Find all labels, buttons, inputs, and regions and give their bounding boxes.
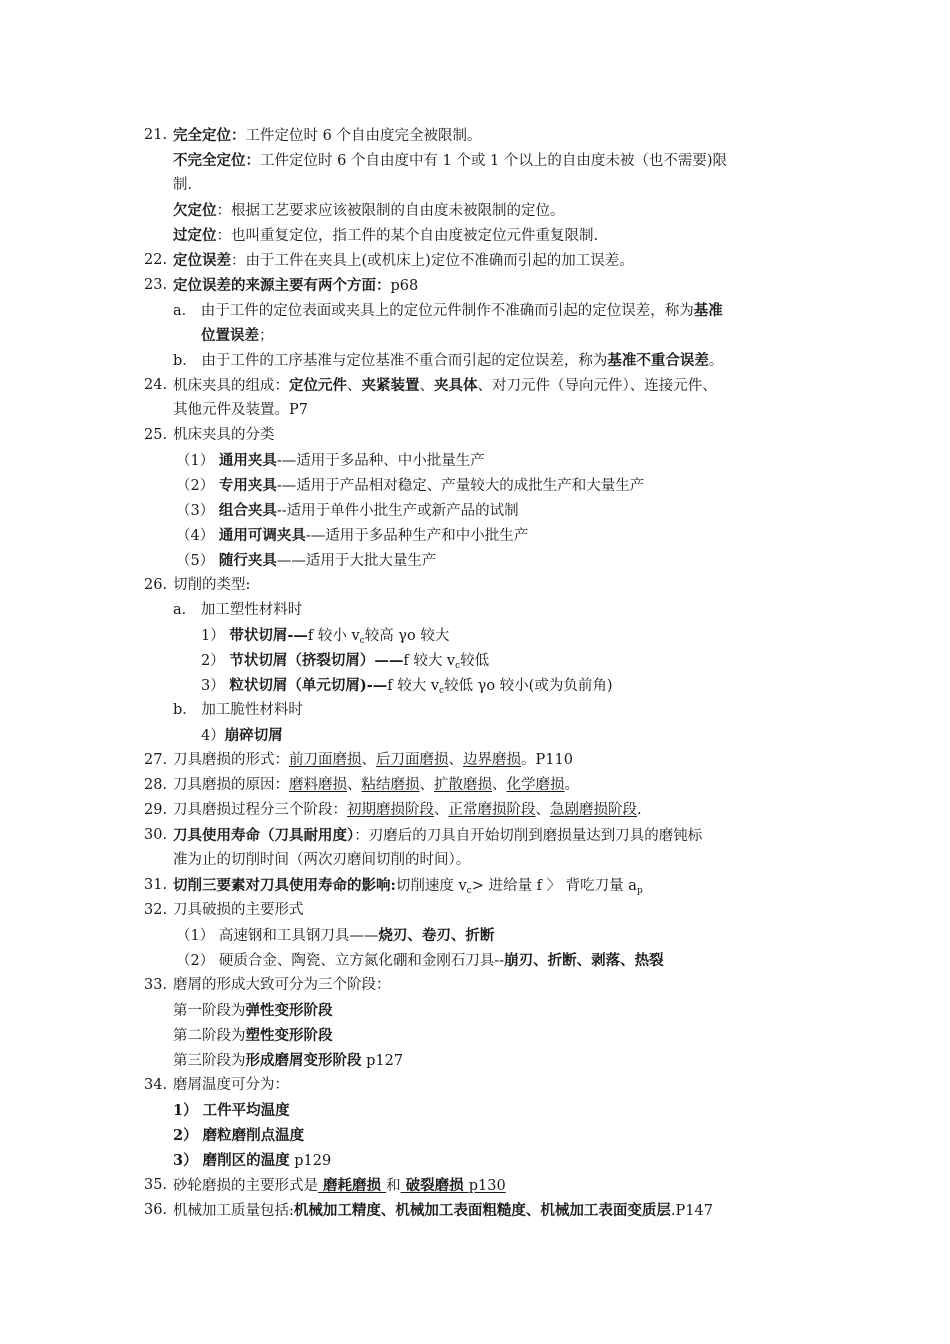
text-segment: ——适用于大批大量生产 [276,553,437,569]
text-line [0,323,950,348]
text-segment: 。 [564,777,579,793]
text-segment: 较低 [460,653,490,669]
text-segment: 第二阶段为 [173,1028,246,1044]
text-line [0,348,950,373]
line-text [173,873,643,899]
text-segment: c [455,661,461,671]
text-segment: c [466,886,472,896]
text-line [0,198,950,223]
text-line [0,898,950,923]
text-line [0,1148,950,1173]
text-line [0,748,950,773]
bold-term: 切削三要素对刀具使用寿命的影响: [173,877,396,894]
text-line [0,1073,950,1098]
text-segment: 刀具磨损过程分三个阶段： [173,802,347,818]
text-line [0,598,950,623]
bold-term: 带状切屑-— [229,627,308,644]
bold-term: 形成磨屑变形阶段 [245,1052,362,1069]
line-text [173,1173,506,1199]
text-line [0,673,950,698]
text-segment: 制. [173,177,193,193]
bold-term: 定位元件 [289,377,347,394]
text-segment: -—适用于产品相对稳定、产量较大的成批生产和大量生产 [276,478,645,494]
line-text [176,473,644,499]
text-segment: 磨屑温度可分为： [173,1077,289,1093]
text-line [0,773,950,798]
text-segment: p129 [289,1153,332,1169]
text-segment: （1） 高速钢和工具钢刀具—— [176,928,379,944]
text-segment: 4） [201,728,225,744]
text-segment: （2） 硬质合金、陶瓷、立方氮化硼和金刚石刀具-- [176,953,505,969]
line-text [173,698,303,723]
text-segment: c [439,686,445,696]
bold-term: 崩碎切屑 [224,727,283,744]
line-text [173,198,565,224]
bold-term: 粒状切屑（单元切屑)-— [229,677,388,694]
item-number: 27. [144,752,168,768]
line-text [173,573,250,598]
line-text [173,348,723,374]
text-segment: 、 [419,378,434,394]
line-text [173,1073,289,1098]
text-line [0,448,950,473]
underlined-term: 急剧磨损阶段 [550,802,637,818]
text-segment: 3） [201,678,230,694]
bold-term: 塑性变形阶段 [245,1027,333,1044]
text-segment: . [637,802,642,818]
text-segment: 刀具磨损的原因： [173,777,289,793]
text-segment: 其他元件及装置。P7 [173,402,308,418]
text-line [0,623,950,648]
line-text [173,298,723,324]
item-number: 26. [144,577,168,593]
text-segment: 切削速度 v [395,878,467,894]
text-segment: ：刃磨后的刀具自开始切削到磨损量达到刀具的磨钝标 [354,828,703,844]
text-segment: 准为止的切削时间（两次刃磨间切削的时间）。 [173,852,471,868]
bold-term: 3） 磨削区的温度 [173,1152,290,1169]
text-segment: b． 加工脆性材料时 [173,702,303,718]
line-text [173,798,642,823]
text-line [0,823,950,848]
text-segment: 磨屑的形成大致可分为三个阶段： [173,977,391,993]
bold-term: 烧刃、卷刃、折断 [378,927,495,944]
text-segment: 、 [419,777,434,793]
line-text [176,448,485,474]
line-text [173,748,573,773]
text-segment: 刀具磨损的形式： [173,752,289,768]
text-segment: 工件定位时 6 个自由度完全被限制。 [245,128,482,144]
bold-term: 通用可调夹具 [218,527,306,544]
line-text [201,673,613,699]
text-segment: p127 [361,1053,404,1069]
text-line [0,123,950,148]
text-segment: f 较大 v [387,678,440,694]
line-text [173,1048,403,1074]
bold-term: 完全定位： [173,127,246,144]
text-line [0,648,950,673]
item-number: 24. [144,377,168,393]
item-number: 30. [144,827,168,843]
line-text [173,1123,304,1149]
text-segment: 、 [347,378,362,394]
text-segment: 砂轮磨损的主要形式是 [173,1178,318,1194]
text-line [0,1023,950,1048]
item-number: 36. [144,1202,168,1218]
item-number: 32. [144,902,168,918]
item-number: 22. [144,252,168,268]
item-number: 28. [144,777,168,793]
line-text [173,148,727,174]
text-segment: 、 [535,802,550,818]
line-text [173,398,308,423]
text-segment: -—适用于多品种、中小批量生产 [276,453,485,469]
text-segment: 、对刀元件（导向元件）、连接元件、 [477,378,717,394]
bold-term: 破裂磨损 [400,1177,469,1194]
underlined-term: 边界磨损 [463,752,521,768]
text-segment: a． 由于工件的定位表面或夹具上的定位元件制作不准确而引起的定位误差，称为 [173,303,694,319]
text-segment: 第三阶段为 [173,1053,246,1069]
item-number: 23. [144,277,168,293]
text-segment: p68 [390,278,419,294]
text-line [0,873,950,898]
bold-term: 位置误差 [201,327,259,344]
text-line [0,373,950,398]
line-text [173,273,418,299]
line-text [201,623,449,649]
text-line [0,473,950,498]
text-line [0,148,950,173]
bold-term: 随行夹具 [218,552,277,569]
line-text [173,173,192,198]
text-line [0,1173,950,1198]
line-text [201,723,283,749]
line-text [176,948,664,974]
text-line [0,248,950,273]
text-segment: 2） [201,653,230,669]
underlined-term: p130 [468,1178,506,1194]
text-segment: > 进给量 f 〉 背吃刀量 a [471,878,637,894]
item-number: 21. [144,127,168,143]
text-segment: ； [259,328,274,344]
underlined-term: 粘结磨损 [361,777,420,793]
text-line [0,298,950,323]
text-segment: f 较小 v [307,628,360,644]
text-segment: 较低 γo 较小(或为负前角) [444,678,613,694]
text-line [0,948,950,973]
text-segment: f 较大 v [403,653,456,669]
text-segment: 第一阶段为 [173,1003,246,1019]
text-line [0,273,950,298]
bold-term: 定位误差 [173,252,231,269]
underlined-term: 化学磨损 [506,777,565,793]
text-segment: （5） [176,553,219,569]
text-segment: c [359,636,365,646]
text-line [0,548,950,573]
text-segment: b． 由于工件的工序基准与定位基准不重合而引起的定位误差，称为 [173,353,608,369]
bold-term: 节状切屑（挤裂切屑）—— [229,652,404,669]
bold-term: 崩刃、折断、剥落、热裂 [504,952,664,969]
text-segment: 、 [492,777,507,793]
underlined-term: 正常磨损阶段 [448,802,536,818]
line-text [173,1098,290,1124]
text-segment: （1） [176,453,219,469]
line-text [173,373,717,399]
text-line [0,798,950,823]
text-segment: ：也叫重复定位，指工件的某个自由度被定位元件重复限制. [216,228,599,244]
bold-term: 基准不重合误差 [607,352,709,369]
bold-term: 过定位 [173,227,217,244]
text-segment: 工件定位时 6 个自由度中有 1 个或 1 个以上的自由度未被（也不需要)限 [260,153,727,169]
line-text [176,498,519,524]
text-segment: （4） [176,528,219,544]
text-segment: -—适用于多品种生产和中小批生产 [305,528,529,544]
text-segment: 机床夹具的组成： [173,378,289,394]
text-line [0,998,950,1023]
line-text [176,548,436,574]
text-line [0,723,950,748]
text-line [0,1198,950,1223]
text-line [0,1048,950,1073]
item-number: 34. [144,1077,168,1093]
underlined-term: 前刀面磨损 [289,752,362,768]
bold-term: 弹性变形阶段 [245,1002,333,1019]
text-segment: 、 [434,802,449,818]
bold-term: 夹具体 [434,377,478,394]
line-text [173,848,470,873]
text-segment: （3） [176,503,219,519]
line-text [173,423,275,448]
text-segment: 机械加工质量包括: [173,1203,294,1219]
text-segment: a． 加工塑性材料时 [173,602,303,618]
text-segment: 、 [448,752,463,768]
text-line [0,1123,950,1148]
bold-term: 机械加工精度、机械加工表面粗糙度、机械加工表面变质层 [293,1202,671,1219]
line-text [201,648,489,674]
text-line [0,223,950,248]
text-segment: 和 [386,1178,401,1194]
text-line [0,398,950,423]
text-line [0,423,950,448]
text-segment: 切削的类型: [173,577,251,593]
text-line [0,1098,950,1123]
text-line [0,973,950,998]
line-text [173,898,304,923]
bold-term: 专用夹具 [218,477,277,494]
bold-term: 1） 工件平均温度 [173,1102,290,1119]
text-line [0,173,950,198]
underlined-term: 后刀面磨损 [376,752,449,768]
text-segment: 刀具破损的主要形式 [173,902,304,918]
underlined-term: 磨料磨损 [289,777,347,793]
bold-term: 刀具使用寿命（刀具耐用度） [173,827,355,844]
item-number: 29. [144,802,168,818]
text-segment: ：由于工件在夹具上(或机床上)定位不准确而引起的加工误差。 [231,253,634,269]
text-line [0,523,950,548]
text-segment: 、 [347,777,362,793]
line-text [173,123,481,149]
line-text [173,598,302,623]
line-text [173,773,579,798]
line-text [173,1023,333,1049]
bold-term: 磨耗磨损 [318,1177,387,1194]
text-segment: 机床夹具的分类 [173,427,275,443]
text-segment: p [636,886,643,896]
line-text [173,1148,331,1174]
text-segment: 。 [708,353,724,369]
text-line [0,573,950,598]
bold-term: 定位误差的来源主要有两个方面： [173,277,391,294]
text-line [0,498,950,523]
bold-term: 2） 磨粒磨削点温度 [173,1127,305,1144]
line-text [173,998,333,1024]
bold-term: 组合夹具 [218,502,277,519]
line-text [173,1198,713,1224]
underlined-term: 初期磨损阶段 [347,802,434,818]
line-text [176,523,528,549]
text-segment: --适用于单件小批生产或新产品的试制 [276,503,519,519]
text-segment: 。P110 [521,752,573,768]
text-segment: 、 [361,752,376,768]
line-text [201,323,274,349]
line-text [173,823,702,849]
underlined-term: 扩散磨损 [434,777,492,793]
text-segment: 较高 γo 较大 [364,628,450,644]
bold-term: 基准 [693,302,723,319]
bold-term: 欠定位 [173,202,217,219]
text-line [0,848,950,873]
text-line [0,923,950,948]
item-number: 35. [144,1177,168,1193]
item-number: 31. [144,877,168,893]
text-line [0,698,950,723]
bold-term: 不完全定位： [173,152,260,169]
text-segment: ：根据工艺要求应该被限制的自由度未被限制的定位。 [216,203,565,219]
text-segment: .P147 [670,1203,713,1219]
item-number: 33. [144,977,168,993]
bold-term: 夹紧装置 [361,377,420,394]
text-segment: （2） [176,478,219,494]
line-text [173,223,598,249]
item-number: 25. [144,427,168,443]
text-segment: 1） [201,628,230,644]
line-text [173,248,634,274]
line-text [176,923,494,949]
line-text [173,973,391,998]
bold-term: 通用夹具 [218,452,277,469]
